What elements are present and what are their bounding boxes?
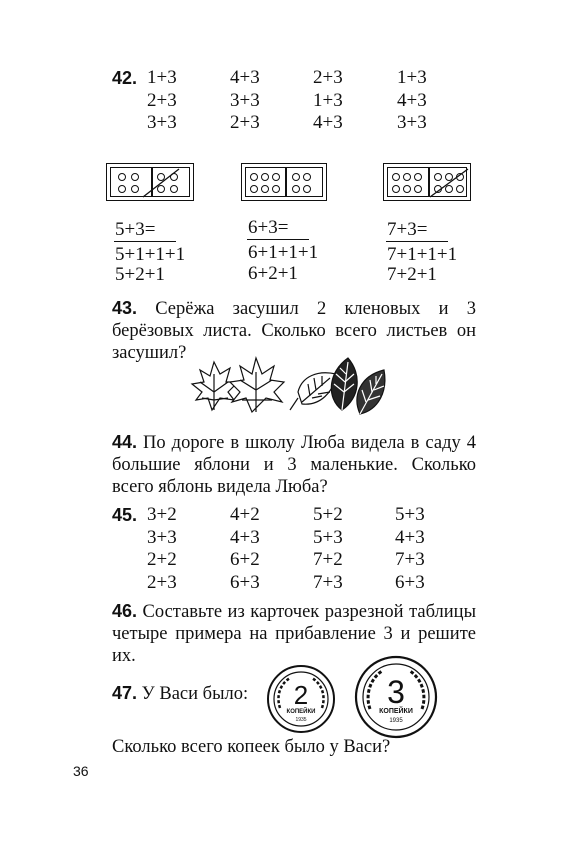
ex42-item: 3+3 — [147, 112, 177, 133]
ex42-item: 1+3 — [313, 89, 343, 111]
coin-digit: 3 — [387, 674, 405, 710]
page-number: 36 — [73, 763, 89, 779]
ex45-column-1 — [147, 504, 177, 594]
ex45-item: 7+2 — [313, 549, 343, 570]
ex45-item: 5+2 — [313, 504, 343, 525]
ex45-item: 4+3 — [230, 526, 260, 548]
ex42-column-4 — [397, 67, 427, 135]
ex42-item: 2+3 — [313, 67, 343, 88]
ex45-item: 4+3 — [395, 526, 425, 548]
equation-top: 5+3= — [115, 219, 156, 240]
equation-line: 5+2+1 — [115, 264, 165, 285]
exercise-42-number: 42. — [112, 68, 138, 88]
ex45-item: 3+2 — [147, 504, 177, 525]
exercise-47-number: 47. — [112, 683, 138, 703]
ex45-item: 2+3 — [147, 571, 177, 593]
exercise-44-text: По дороге в школу Люба видела в саду 4 большие яблони и 3 маленькие. Сколько всего яблонь видела Люба? — [112, 433, 476, 497]
birch-leaf-icon — [357, 370, 385, 414]
ex45-item: 5+3 — [313, 526, 343, 548]
ex45-item: 6+2 — [230, 549, 260, 570]
ex42-item: 3+3 — [230, 89, 260, 111]
equation-line: 7+1+1+1 — [387, 244, 458, 265]
ex42-item: 2+3 — [147, 89, 177, 111]
leaves-illustration — [190, 352, 390, 418]
coin-3-kopecks-icon — [354, 655, 438, 739]
exercise-46-text: Составьте из карточек разрезной таблицы четыре примера на прибавление 3 и решите их. — [112, 602, 476, 666]
equation-top: 7+3= — [387, 219, 428, 240]
domino-card-7-plus-3 — [383, 163, 471, 201]
exercise-43-number: 43. — [112, 298, 138, 318]
ex42-column-2 — [230, 67, 260, 135]
exercise-43-text: Серёжа засушил 2 кленовых и 3 берёзовых листа. Сколько всего листьев он засушил? — [112, 299, 476, 363]
ex45-column-2 — [230, 504, 260, 594]
ex45-item: 6+3 — [395, 571, 425, 593]
ex45-item: 5+3 — [395, 504, 425, 525]
equation-line: 5+1+1+1 — [115, 244, 186, 265]
coin-label: КОПЕЙКИ — [286, 709, 316, 715]
ex42-item: 4+3 — [313, 112, 343, 133]
ex45-item: 7+3 — [395, 549, 425, 570]
ex45-column-3 — [313, 504, 343, 594]
ex45-item: 4+2 — [230, 504, 260, 525]
equation-line: 7+2+1 — [387, 264, 437, 285]
ex45-item: 7+3 — [313, 571, 343, 593]
ex42-item: 4+3 — [230, 67, 260, 88]
equation-divider — [114, 241, 176, 242]
ex45-item: 6+3 — [230, 571, 260, 593]
exercise-44 — [112, 431, 476, 498]
birch-leaf-icon — [290, 373, 336, 410]
ex42-item: 1+3 — [147, 67, 177, 88]
ex45-item: 3+3 — [147, 526, 177, 548]
coin-label: КОПЕЙКИ — [379, 708, 413, 715]
coin-digit: 2 — [293, 680, 309, 710]
ex42-item: 3+3 — [397, 112, 427, 133]
exercise-47-text: У Васи было: — [141, 684, 249, 704]
ex42-item: 2+3 — [230, 112, 260, 133]
exercise-45-number: 45. — [112, 505, 138, 525]
equation-divider — [386, 241, 448, 242]
coin-year: 1935 — [295, 717, 307, 723]
coin-year: 1935 — [389, 718, 403, 724]
equation-line: 6+2+1 — [248, 263, 298, 284]
exercise-46-number: 46. — [112, 601, 138, 621]
ex42-item: 1+3 — [397, 67, 427, 88]
birch-leaf-icon — [331, 358, 357, 410]
maple-leaf-icon — [230, 358, 284, 412]
domino-card-5-plus-3 — [106, 163, 194, 201]
exercise-47 — [112, 682, 248, 705]
coin-2-kopecks-icon — [266, 664, 336, 734]
equation-divider — [247, 239, 309, 240]
ex42-column-3 — [313, 67, 343, 135]
ex42-item: 4+3 — [397, 89, 427, 111]
exercise-44-number: 44. — [112, 432, 138, 452]
ex42-column-1 — [147, 67, 177, 135]
equation-line: 6+1+1+1 — [248, 242, 319, 263]
exercise-47-question: Сколько всего копеек было у Васи? — [112, 737, 391, 757]
equation-top: 6+3= — [248, 217, 289, 238]
ex45-item: 2+2 — [147, 549, 177, 570]
ex45-column-4 — [395, 504, 425, 594]
domino-card-6-plus-3 — [241, 163, 327, 201]
